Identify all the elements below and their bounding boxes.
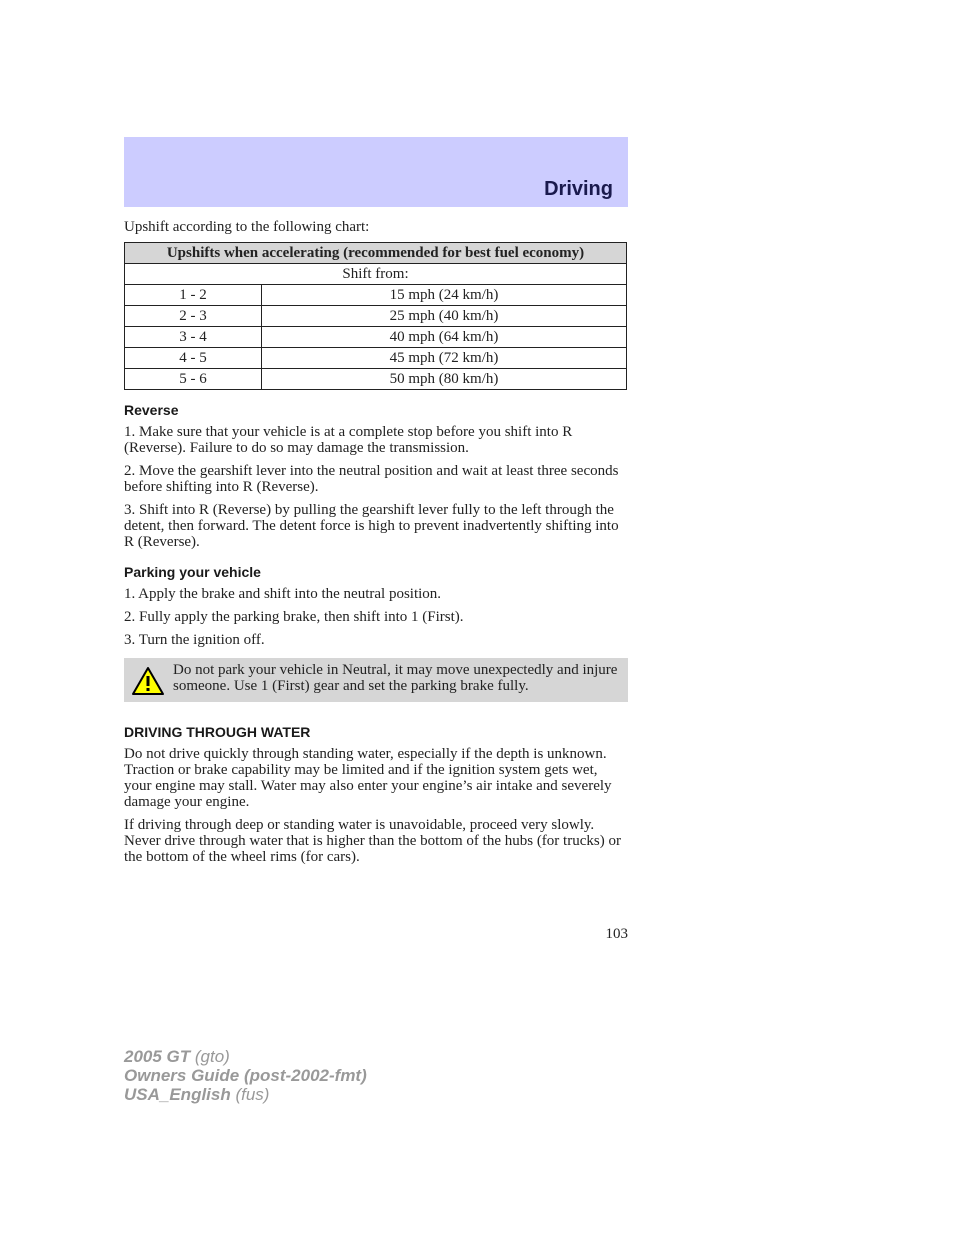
table-row <box>125 306 627 327</box>
table-subheader-row <box>125 264 627 285</box>
reverse-heading: Reverse <box>124 402 179 418</box>
footer-model-code: (gto) <box>190 1047 230 1066</box>
parking-step-1: 1. Apply the brake and shift into the neutral position. <box>124 586 442 602</box>
footer-language: USA_English <box>124 1085 231 1104</box>
document-footer <box>124 1047 367 1104</box>
table-row <box>125 348 627 369</box>
table-row <box>125 327 627 348</box>
speed-cell: 25 mph (40 km/h) <box>262 306 627 327</box>
speed-cell: 45 mph (72 km/h) <box>262 348 627 369</box>
intro-text: Upshift according to the following chart: <box>124 219 370 235</box>
table-heading: Upshifts when accelerating (recommended for best fuel economy) <box>125 243 627 264</box>
table-row <box>125 369 627 390</box>
parking-step-2: 2. Fully apply the parking brake, then shift into 1 (First). <box>124 609 464 625</box>
gear-cell: 4 - 5 <box>125 348 262 369</box>
footer-line-2 <box>124 1066 367 1085</box>
parking-step-3: 3. Turn the ignition off. <box>124 632 265 648</box>
gear-cell: 2 - 3 <box>125 306 262 327</box>
table-subheading: Shift from: <box>125 264 627 285</box>
table-row <box>125 285 627 306</box>
water-heading: DRIVING THROUGH WATER <box>124 724 311 740</box>
speed-cell: 40 mph (64 km/h) <box>262 327 627 348</box>
warning-triangle-icon <box>131 666 165 696</box>
footer-line-3 <box>124 1085 367 1104</box>
reverse-step-2: 2. Move the gearshift lever into the neutral position and wait at least three seconds before shifting into R (Reverse). <box>124 463 619 495</box>
water-paragraph-2: If driving through deep or standing water is unavoidable, proceed very slowly. Never drive through water that is higher than the bottom of the hubs (for trucks) or the bottom of the wheel rims (for cars). <box>124 817 621 865</box>
parking-heading: Parking your vehicle <box>124 564 261 580</box>
table-header-row <box>125 243 627 264</box>
reverse-step-1: 1. Make sure that your vehicle is at a complete stop before you shift into R (Reverse). Failure to do so may damage the transmission. <box>124 424 573 456</box>
speed-cell: 15 mph (24 km/h) <box>262 285 627 306</box>
footer-line-1 <box>124 1047 367 1066</box>
speed-cell: 50 mph (80 km/h) <box>262 369 627 390</box>
footer-guide: Owners Guide (post-2002-fmt) <box>124 1066 367 1085</box>
gear-cell: 5 - 6 <box>125 369 262 390</box>
section-header-band <box>124 137 628 207</box>
page-content <box>124 219 628 872</box>
page-number: 103 <box>605 926 628 942</box>
gear-cell: 3 - 4 <box>125 327 262 348</box>
section-title: Driving <box>544 178 613 200</box>
upshift-table <box>124 242 627 390</box>
footer-language-code: (fus) <box>230 1085 270 1104</box>
footer-model: 2005 GT <box>124 1047 191 1066</box>
reverse-step-3: 3. Shift into R (Reverse) by pulling the gearshift lever fully to the left through the detent, then forward. The detent force is high to prevent inadvertently shifting into R (Reverse). <box>124 502 619 550</box>
gear-cell: 1 - 2 <box>125 285 262 306</box>
water-paragraph-1: Do not drive quickly through standing water, especially if the depth is unknown. Traction or brake capability may be limited and if the ignition system gets wet, your engine may stall. Water may also enter your engine’s air intake and severely damage your engine. <box>124 746 612 810</box>
warning-box <box>124 658 628 702</box>
warning-text: Do not park your vehicle in Neutral, it may move unexpectedly and injure someone. Use 1 (First) gear and set the parking brake fully. <box>173 662 618 694</box>
